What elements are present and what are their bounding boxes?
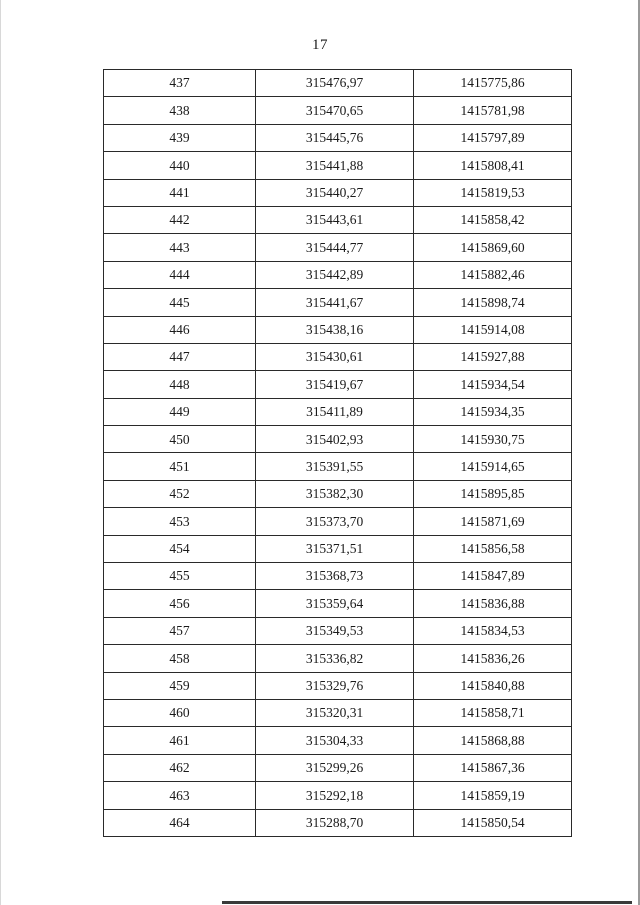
y-coordinate-cell: 1415868,88 — [414, 727, 572, 754]
table-row — [104, 398, 572, 425]
y-coordinate-cell: 1415895,85 — [414, 480, 572, 507]
table-row — [104, 480, 572, 507]
x-coordinate-cell: 315440,27 — [256, 179, 414, 206]
y-coordinate-cell: 1415850,54 — [414, 809, 572, 836]
table-row — [104, 782, 572, 809]
table-row — [104, 590, 572, 617]
y-coordinate-cell: 1415882,46 — [414, 261, 572, 288]
table-row — [104, 727, 572, 754]
table-row — [104, 97, 572, 124]
table-row — [104, 289, 572, 316]
point-number-cell: 449 — [104, 398, 256, 425]
y-coordinate-cell: 1415836,26 — [414, 645, 572, 672]
x-coordinate-cell: 315441,88 — [256, 152, 414, 179]
point-number-cell: 438 — [104, 97, 256, 124]
point-number-cell: 451 — [104, 453, 256, 480]
point-number-cell: 460 — [104, 699, 256, 726]
point-number-cell: 452 — [104, 480, 256, 507]
table-row — [104, 617, 572, 644]
x-coordinate-cell: 315411,89 — [256, 398, 414, 425]
x-coordinate-cell: 315402,93 — [256, 426, 414, 453]
point-number-cell: 454 — [104, 535, 256, 562]
table-row — [104, 234, 572, 261]
point-number-cell: 447 — [104, 343, 256, 370]
point-number-cell: 461 — [104, 727, 256, 754]
y-coordinate-cell: 1415836,88 — [414, 590, 572, 617]
x-coordinate-cell: 315288,70 — [256, 809, 414, 836]
x-coordinate-cell: 315445,76 — [256, 124, 414, 151]
y-coordinate-cell: 1415819,53 — [414, 179, 572, 206]
table-row — [104, 316, 572, 343]
x-coordinate-cell: 315304,33 — [256, 727, 414, 754]
point-number-cell: 446 — [104, 316, 256, 343]
y-coordinate-cell: 1415898,74 — [414, 289, 572, 316]
x-coordinate-cell: 315438,16 — [256, 316, 414, 343]
x-coordinate-cell: 315349,53 — [256, 617, 414, 644]
table-row — [104, 699, 572, 726]
y-coordinate-cell: 1415869,60 — [414, 234, 572, 261]
point-number-cell: 456 — [104, 590, 256, 617]
table-row — [104, 343, 572, 370]
table-row — [104, 645, 572, 672]
y-coordinate-cell: 1415808,41 — [414, 152, 572, 179]
coordinates-table — [103, 69, 572, 837]
x-coordinate-cell: 315443,61 — [256, 206, 414, 233]
table-row — [104, 179, 572, 206]
point-number-cell: 459 — [104, 672, 256, 699]
y-coordinate-cell: 1415847,89 — [414, 563, 572, 590]
point-number-cell: 437 — [104, 70, 256, 97]
table-row — [104, 754, 572, 781]
y-coordinate-cell: 1415840,88 — [414, 672, 572, 699]
point-number-cell: 463 — [104, 782, 256, 809]
scan-bottom-line — [222, 901, 632, 904]
scan-edge-left — [0, 0, 1, 905]
x-coordinate-cell: 315382,30 — [256, 480, 414, 507]
table-row — [104, 453, 572, 480]
y-coordinate-cell: 1415775,86 — [414, 70, 572, 97]
y-coordinate-cell: 1415858,71 — [414, 699, 572, 726]
table-row — [104, 152, 572, 179]
x-coordinate-cell: 315329,76 — [256, 672, 414, 699]
table-row — [104, 563, 572, 590]
y-coordinate-cell: 1415781,98 — [414, 97, 572, 124]
x-coordinate-cell: 315441,67 — [256, 289, 414, 316]
x-coordinate-cell: 315336,82 — [256, 645, 414, 672]
table-row — [104, 809, 572, 836]
page-number: 17 — [312, 37, 328, 53]
table-row — [104, 206, 572, 233]
table-row — [104, 672, 572, 699]
table-row — [104, 70, 572, 97]
y-coordinate-cell: 1415914,08 — [414, 316, 572, 343]
y-coordinate-cell: 1415934,54 — [414, 371, 572, 398]
x-coordinate-cell: 315373,70 — [256, 508, 414, 535]
point-number-cell: 455 — [104, 563, 256, 590]
x-coordinate-cell: 315430,61 — [256, 343, 414, 370]
x-coordinate-cell: 315368,73 — [256, 563, 414, 590]
point-number-cell: 445 — [104, 289, 256, 316]
point-number-cell: 442 — [104, 206, 256, 233]
x-coordinate-cell: 315419,67 — [256, 371, 414, 398]
y-coordinate-cell: 1415914,65 — [414, 453, 572, 480]
x-coordinate-cell: 315320,31 — [256, 699, 414, 726]
table-row — [104, 124, 572, 151]
point-number-cell: 450 — [104, 426, 256, 453]
y-coordinate-cell: 1415834,53 — [414, 617, 572, 644]
y-coordinate-cell: 1415867,36 — [414, 754, 572, 781]
x-coordinate-cell: 315299,26 — [256, 754, 414, 781]
point-number-cell: 453 — [104, 508, 256, 535]
table-row — [104, 535, 572, 562]
point-number-cell: 440 — [104, 152, 256, 179]
point-number-cell: 458 — [104, 645, 256, 672]
point-number-cell: 448 — [104, 371, 256, 398]
y-coordinate-cell: 1415927,88 — [414, 343, 572, 370]
y-coordinate-cell: 1415930,75 — [414, 426, 572, 453]
y-coordinate-cell: 1415856,58 — [414, 535, 572, 562]
y-coordinate-cell: 1415858,42 — [414, 206, 572, 233]
coordinates-table-body — [104, 70, 572, 837]
y-coordinate-cell: 1415934,35 — [414, 398, 572, 425]
x-coordinate-cell: 315442,89 — [256, 261, 414, 288]
x-coordinate-cell: 315470,65 — [256, 97, 414, 124]
point-number-cell: 462 — [104, 754, 256, 781]
x-coordinate-cell: 315444,77 — [256, 234, 414, 261]
table-row — [104, 508, 572, 535]
table-row — [104, 371, 572, 398]
y-coordinate-cell: 1415871,69 — [414, 508, 572, 535]
x-coordinate-cell: 315391,55 — [256, 453, 414, 480]
x-coordinate-cell: 315292,18 — [256, 782, 414, 809]
point-number-cell: 441 — [104, 179, 256, 206]
x-coordinate-cell: 315371,51 — [256, 535, 414, 562]
x-coordinate-cell: 315359,64 — [256, 590, 414, 617]
y-coordinate-cell: 1415859,19 — [414, 782, 572, 809]
table-row — [104, 426, 572, 453]
table-row — [104, 261, 572, 288]
point-number-cell: 464 — [104, 809, 256, 836]
point-number-cell: 457 — [104, 617, 256, 644]
point-number-cell: 439 — [104, 124, 256, 151]
y-coordinate-cell: 1415797,89 — [414, 124, 572, 151]
x-coordinate-cell: 315476,97 — [256, 70, 414, 97]
point-number-cell: 444 — [104, 261, 256, 288]
point-number-cell: 443 — [104, 234, 256, 261]
